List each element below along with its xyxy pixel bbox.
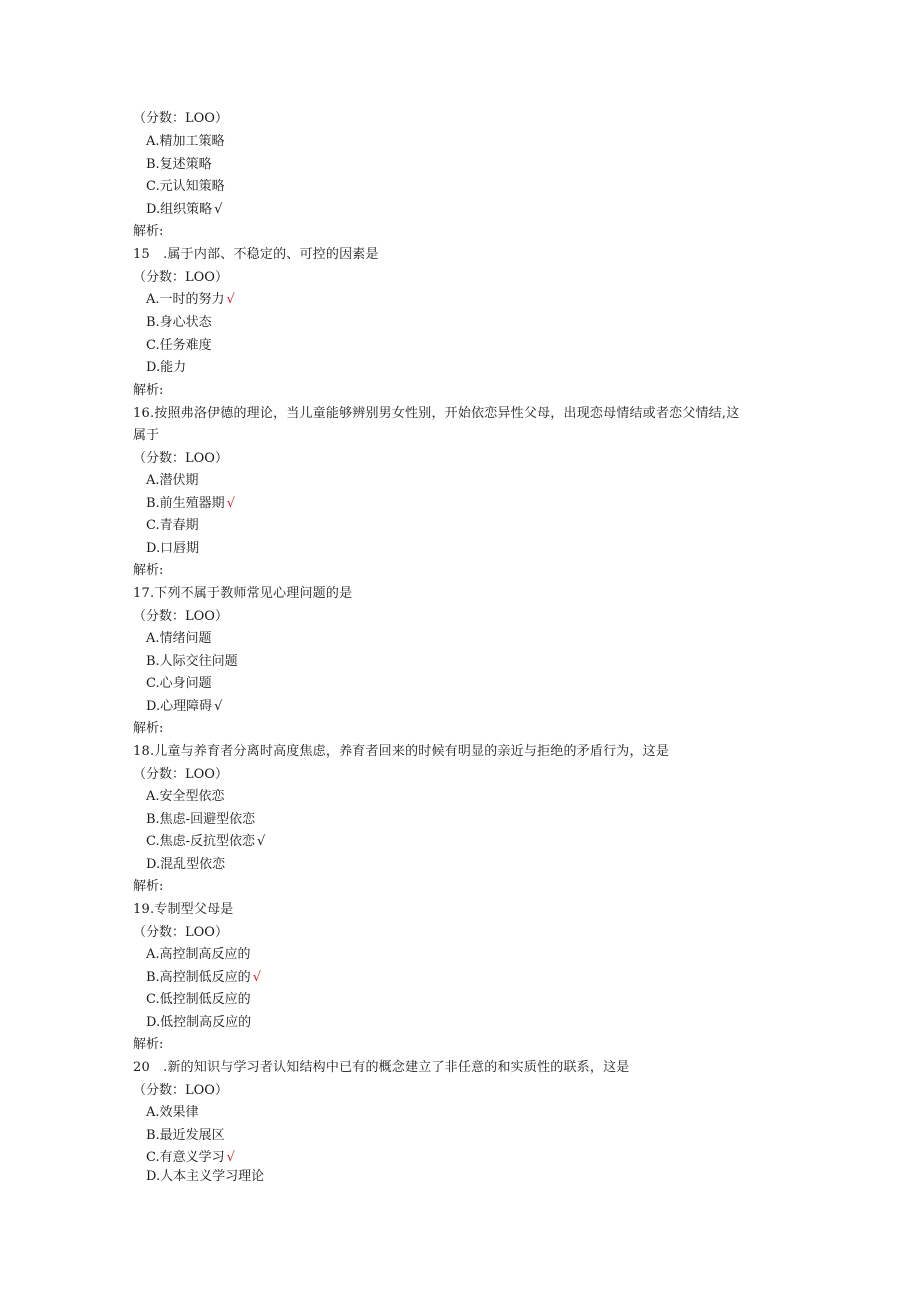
option-a: A.一时的努力 √ — [146, 292, 235, 307]
correct-check-icon: √ — [257, 834, 266, 849]
option-a: A.效果律 — [146, 1105, 199, 1120]
score-line: （分数：LOO） — [133, 925, 228, 940]
question-18: 18.儿童与养育者分离时高度焦虑，养育者回来的时候有明显的亲近与拒绝的矛盾行为，这是 — [133, 744, 670, 759]
option-a: A.情绪问题 — [146, 631, 212, 646]
option-c: C.青春期 — [146, 518, 199, 533]
option-b: B.人际交往问题 — [146, 654, 238, 669]
option-c: C.任务难度 — [146, 338, 212, 353]
question-19: 19.专制型父母是 — [133, 902, 234, 917]
option-b: B.高控制低反应的 √ — [146, 970, 261, 985]
option-d: D.组织策略 √ — [146, 202, 223, 217]
score-line: （分数：LOO） — [133, 270, 228, 285]
option-a: A.安全型依恋 — [146, 789, 225, 804]
option-c: C.元认知策略 — [146, 179, 225, 194]
option-c: C.低控制低反应的 — [146, 992, 251, 1007]
option-c: C.焦虑-反抗型依恋 √ — [146, 834, 266, 849]
correct-check-icon: √ — [226, 292, 235, 307]
option-d: D.能力 — [146, 360, 187, 375]
correct-check-icon: √ — [226, 496, 235, 511]
option-b: B.焦虑-回避型依恋 — [146, 812, 256, 827]
analysis-label: 解析: — [133, 563, 164, 578]
option-a: A.高控制高反应的 — [146, 947, 251, 962]
option-b: B.前生殖器期 √ — [146, 496, 235, 511]
option-c: C.有意义学习 √ — [146, 1150, 235, 1165]
question-20: 20 .新的知识与学习者认知结构中已有的概念建立了非任意的和实质性的联系，这是 — [133, 1060, 630, 1075]
score-line: （分数：LOO） — [133, 111, 228, 126]
analysis-label: 解析: — [133, 224, 164, 239]
analysis-label: 解析: — [133, 879, 164, 894]
score-line: （分数：LOO） — [133, 609, 228, 624]
score-line: （分数：LOO） — [133, 451, 228, 466]
score-line: （分数：LOO） — [133, 767, 228, 782]
option-d: D.人本主义学习理论 — [146, 1169, 265, 1184]
option-b: B.复述策略 — [146, 157, 212, 172]
correct-check-icon: √ — [214, 699, 223, 714]
question-17: 17.下列不属于教师常见心理问题的是 — [133, 586, 353, 601]
correct-check-icon: √ — [252, 970, 261, 985]
analysis-label: 解析: — [133, 383, 164, 398]
analysis-label: 解析: — [133, 721, 164, 736]
option-c: C.心身问题 — [146, 676, 212, 691]
question-16-cont: 属于 — [133, 428, 160, 443]
analysis-label: 解析: — [133, 1037, 164, 1052]
score-line: （分数：LOO） — [133, 1083, 228, 1098]
correct-check-icon: √ — [226, 1150, 235, 1165]
option-a: A.精加工策略 — [146, 134, 225, 149]
option-b: B.身心状态 — [146, 315, 212, 330]
option-d: D.口唇期 — [146, 541, 200, 556]
correct-check-icon: √ — [214, 202, 223, 217]
option-a: A.潜伏期 — [146, 473, 199, 488]
question-15: 15 .属于内部、不稳定的、可控的因素是 — [133, 247, 379, 262]
option-b: B.最近发展区 — [146, 1128, 225, 1143]
question-16: 16.按照弗洛伊德的理论，当儿童能够辨别男女性别，开始依恋异性父母，出现恋母情结或者恋父情结,这 — [133, 406, 740, 421]
option-d: D.心理障碍 √ — [146, 699, 223, 714]
option-d: D.混乱型依恋 — [146, 857, 226, 872]
option-d: D.低控制高反应的 — [146, 1015, 252, 1030]
